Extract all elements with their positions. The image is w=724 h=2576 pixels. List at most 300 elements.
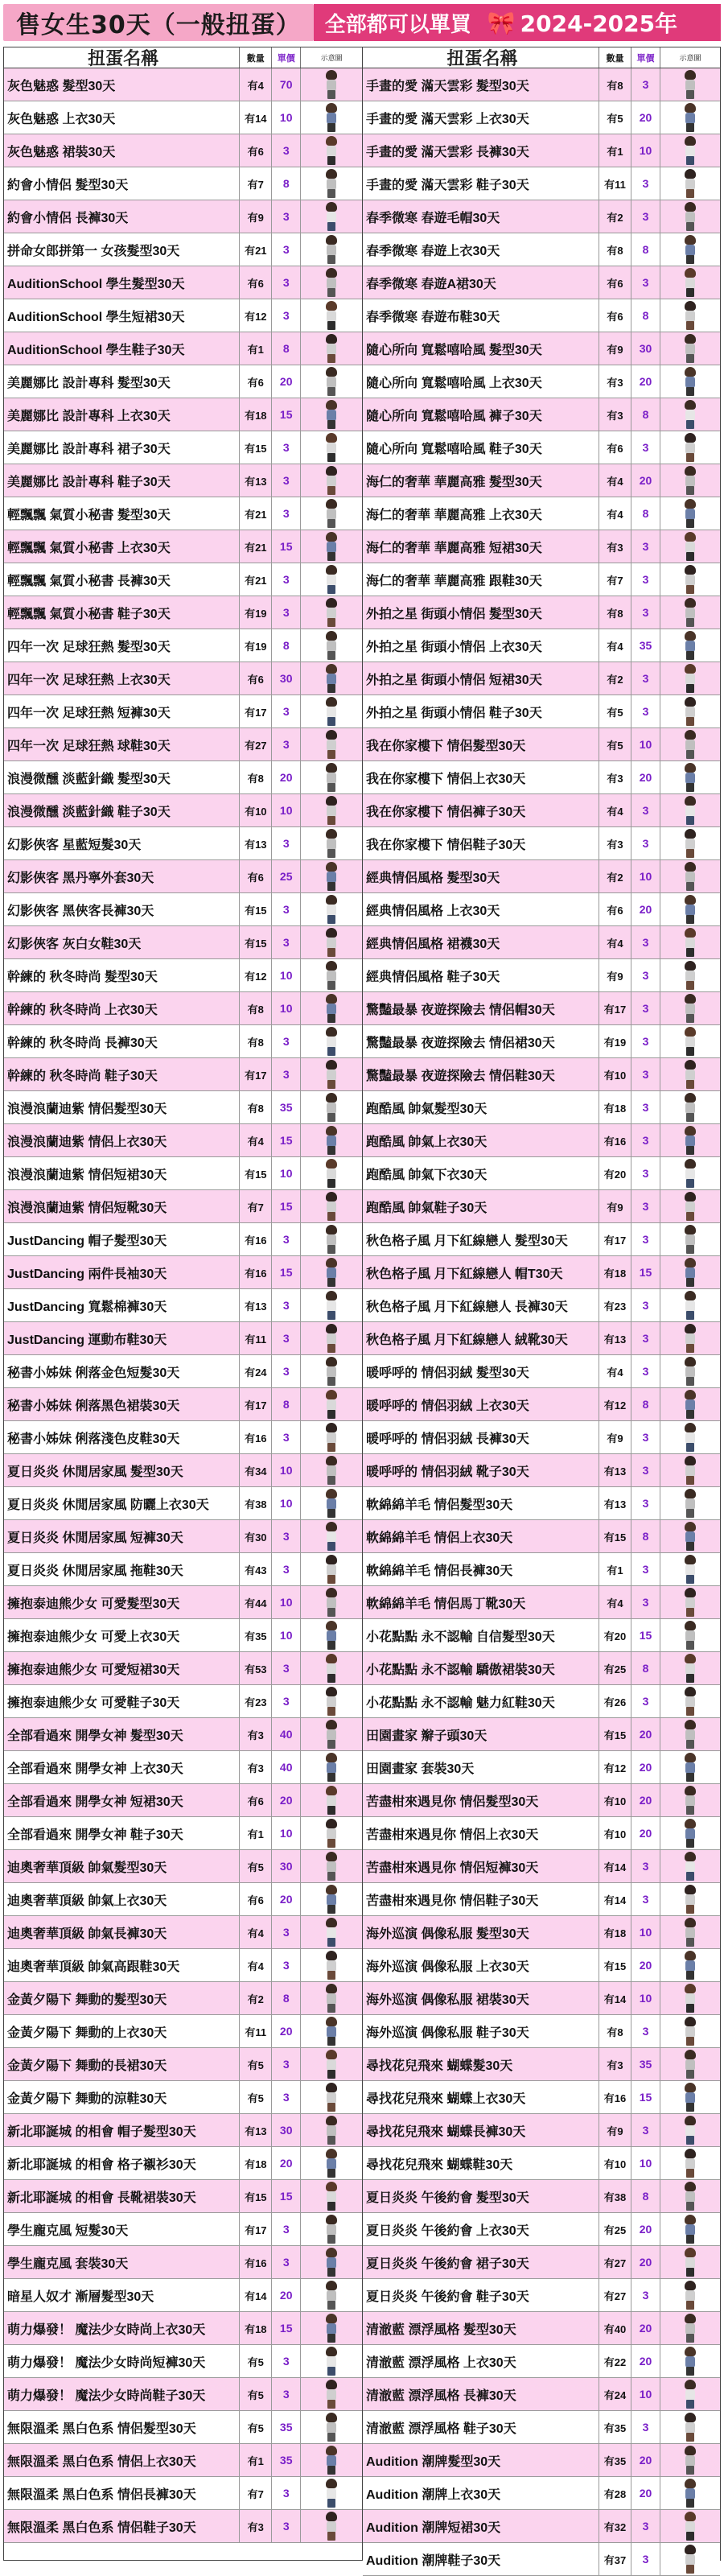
item-qty: 有1 xyxy=(240,2444,272,2476)
table-row xyxy=(4,1883,362,1916)
item-name: 跑酷風 帥氣上衣30天 xyxy=(363,1124,599,1156)
avatar-figure-icon xyxy=(682,2017,698,2046)
table-row xyxy=(363,1355,720,1388)
table-row xyxy=(4,1949,362,1982)
table-row xyxy=(363,266,720,299)
table-row xyxy=(363,992,720,1025)
item-price: 3 xyxy=(631,2510,660,2542)
avatar-figure-icon xyxy=(323,1852,339,1882)
item-name: 金黃夕陽下 舞動的上衣30天 xyxy=(4,2015,240,2047)
item-price: 3 xyxy=(631,431,660,464)
item-preview xyxy=(660,2213,720,2245)
item-price: 3 xyxy=(631,695,660,727)
item-name: 美麗娜比 設計專科 鞋子30天 xyxy=(4,464,240,497)
item-name: 拼命女郎拼第一 女孩髮型30天 xyxy=(4,233,240,266)
item-qty: 有27 xyxy=(240,728,272,760)
item-name: 我在你家樓下 情侶上衣30天 xyxy=(363,761,599,793)
item-name: 田園畫家 辮子頭30天 xyxy=(363,1718,599,1750)
avatar-figure-icon xyxy=(323,136,339,166)
table-row xyxy=(363,101,720,134)
table-row xyxy=(4,1190,362,1223)
item-name: 跑酷風 帥氣下衣30天 xyxy=(363,1157,599,1189)
avatar-figure-icon xyxy=(682,2182,698,2211)
item-qty: 有12 xyxy=(240,299,272,332)
avatar-figure-icon xyxy=(682,1225,698,1255)
item-name: 迪奧奢華頂級 帥氣髮型30天 xyxy=(4,1850,240,1882)
table-row xyxy=(363,1685,720,1718)
item-qty: 有15 xyxy=(599,1520,631,1552)
item-preview xyxy=(660,1553,720,1585)
item-name: 海仁的奢華 華麗高雅 跟鞋30天 xyxy=(363,563,599,596)
avatar-figure-icon xyxy=(682,862,698,892)
table-row xyxy=(363,2213,720,2246)
item-name: 無限溫柔 黑白色系 情侶長褲30天 xyxy=(4,2477,240,2509)
item-preview xyxy=(660,2048,720,2080)
table-row xyxy=(363,1652,720,1685)
item-price: 8 xyxy=(631,398,660,431)
item-preview xyxy=(301,68,362,101)
item-qty: 有14 xyxy=(599,1982,631,2014)
item-qty: 有3 xyxy=(599,827,631,859)
item-qty: 有25 xyxy=(599,1652,631,1684)
item-preview xyxy=(660,2147,720,2179)
avatar-figure-icon xyxy=(323,1720,339,1750)
table-row xyxy=(363,1322,720,1355)
table-row xyxy=(363,1751,720,1784)
item-price: 10 xyxy=(272,1586,301,1618)
table-row xyxy=(363,2048,720,2081)
table-row xyxy=(4,1025,362,1058)
avatar-figure-icon xyxy=(323,1060,339,1090)
table-row xyxy=(363,2312,720,2345)
item-qty: 有16 xyxy=(240,1421,272,1453)
avatar-figure-icon xyxy=(323,2281,339,2310)
item-name: 隨心所向 寬鬆嘻哈風 上衣30天 xyxy=(363,365,599,398)
item-price: 3 xyxy=(272,596,301,629)
avatar-figure-icon xyxy=(682,697,698,727)
table-row xyxy=(4,365,362,398)
item-price: 3 xyxy=(631,68,660,101)
item-qty: 有8 xyxy=(599,2015,631,2047)
item-qty: 有7 xyxy=(240,2477,272,2509)
item-qty: 有19 xyxy=(240,629,272,662)
item-price: 15 xyxy=(631,1619,660,1651)
item-preview xyxy=(660,893,720,925)
avatar-figure-icon xyxy=(323,961,339,991)
avatar-figure-icon xyxy=(323,1027,339,1057)
table-row xyxy=(363,2444,720,2477)
avatar-figure-icon xyxy=(323,1126,339,1156)
item-qty: 有6 xyxy=(240,365,272,398)
table-row xyxy=(4,233,362,266)
item-price: 20 xyxy=(631,2345,660,2377)
item-name: 秋色格子風 月下紅線戀人 絨靴30天 xyxy=(363,1322,599,1354)
item-price: 20 xyxy=(631,1949,660,1981)
item-qty: 有2 xyxy=(599,200,631,233)
item-name: 隨心所向 寬鬆嘻哈風 鞋子30天 xyxy=(363,431,599,464)
item-qty: 有14 xyxy=(599,1883,631,1915)
item-preview xyxy=(660,1652,720,1684)
item-qty: 有8 xyxy=(240,1091,272,1123)
item-name: 秋色格子風 月下紅線戀人 髮型30天 xyxy=(363,1223,599,1255)
item-qty: 有35 xyxy=(240,1619,272,1651)
item-qty: 有38 xyxy=(599,2180,631,2212)
item-name: 輕飄飄 氣質小秘書 長褲30天 xyxy=(4,563,240,596)
item-name: 暖呼呼的 情侶羽絨 長褲30天 xyxy=(363,1421,599,1453)
table-row xyxy=(363,1487,720,1520)
table-row xyxy=(363,728,720,761)
item-price: 3 xyxy=(631,794,660,826)
item-preview xyxy=(301,1487,362,1519)
item-preview xyxy=(660,1685,720,1717)
item-preview xyxy=(301,1850,362,1882)
item-qty: 有21 xyxy=(240,563,272,596)
item-name: 暖呼呼的 情侶羽絨 上衣30天 xyxy=(363,1388,599,1420)
item-preview xyxy=(301,398,362,431)
item-name: 軟綿綿羊毛 情侶馬丁靴30天 xyxy=(363,1586,599,1618)
item-price: 15 xyxy=(272,1190,301,1222)
item-name: 幻影俠客 黑俠客長褲30天 xyxy=(4,893,240,925)
table-row xyxy=(4,1454,362,1487)
column-header-name: 扭蛋名稱 xyxy=(4,47,240,68)
item-name: Audition 潮牌上衣30天 xyxy=(363,2477,599,2509)
table-row xyxy=(4,2114,362,2147)
item-name: 金黃夕陽下 舞動的涼鞋30天 xyxy=(4,2081,240,2113)
item-name: 尋找花兒飛來 蝴蝶髮30天 xyxy=(363,2048,599,2080)
item-price: 15 xyxy=(272,1124,301,1156)
item-name: 全部看過來 開學女神 短裙30天 xyxy=(4,1784,240,1816)
item-name: 我在你家樓下 情侶鞋子30天 xyxy=(363,827,599,859)
item-price: 3 xyxy=(631,1322,660,1354)
item-qty: 有27 xyxy=(599,2279,631,2311)
item-name: 無限溫柔 黑白色系 情侶上衣30天 xyxy=(4,2444,240,2476)
item-price: 20 xyxy=(631,101,660,134)
item-preview xyxy=(660,761,720,793)
item-qty: 有17 xyxy=(240,1058,272,1090)
avatar-figure-icon xyxy=(323,1390,339,1420)
table-row xyxy=(4,2510,362,2543)
table-row xyxy=(4,2081,362,2114)
item-price: 3 xyxy=(631,1421,660,1453)
item-name: 幻影俠客 灰白女鞋30天 xyxy=(4,926,240,958)
item-name: 四年一次 足球狂熱 球鞋30天 xyxy=(4,728,240,760)
table-row xyxy=(4,1487,362,1520)
item-name: 秋色格子風 月下紅線戀人 帽T30天 xyxy=(363,1256,599,1288)
item-name: 苦盡柑來遇見你 情侶短褲30天 xyxy=(363,1850,599,1882)
item-preview xyxy=(660,2114,720,2146)
item-qty: 有12 xyxy=(599,1751,631,1783)
table-row xyxy=(363,530,720,563)
item-preview xyxy=(660,1421,720,1453)
item-name: 軟綿綿羊毛 情侶髮型30天 xyxy=(363,1487,599,1519)
table-row xyxy=(363,563,720,596)
item-name: 秋色格子風 月下紅線戀人 長褲30天 xyxy=(363,1289,599,1321)
item-qty: 有16 xyxy=(599,1124,631,1156)
item-price: 40 xyxy=(272,1751,301,1783)
item-price: 3 xyxy=(272,2213,301,2245)
item-preview xyxy=(301,629,362,662)
item-preview xyxy=(301,2015,362,2047)
item-name: 手畫的愛 滿天雲彩 鞋子30天 xyxy=(363,167,599,200)
table-row xyxy=(363,497,720,530)
avatar-figure-icon xyxy=(682,1885,698,1914)
avatar-figure-icon xyxy=(323,1984,339,2013)
item-preview xyxy=(660,2279,720,2311)
banner-subtitle-box xyxy=(314,4,483,41)
item-name: 小花點點 永不認輸 自信髮型30天 xyxy=(363,1619,599,1651)
avatar-figure-icon xyxy=(323,2512,339,2541)
item-price: 20 xyxy=(272,2015,301,2047)
avatar-figure-icon xyxy=(323,2347,339,2376)
table-row xyxy=(363,2543,720,2576)
item-name: 清澈藍 漂浮風格 上衣30天 xyxy=(363,2345,599,2377)
avatar-figure-icon xyxy=(682,400,698,430)
avatar-figure-icon xyxy=(323,1885,339,1914)
table-row xyxy=(363,1223,720,1256)
item-price: 3 xyxy=(272,1058,301,1090)
item-preview xyxy=(660,365,720,398)
item-preview xyxy=(660,827,720,859)
item-qty: 有18 xyxy=(240,2147,272,2179)
item-name: 春季微寒 春遊上衣30天 xyxy=(363,233,599,266)
table-row xyxy=(363,662,720,695)
item-price: 3 xyxy=(272,1553,301,1585)
item-qty: 有3 xyxy=(599,365,631,398)
item-preview xyxy=(660,1850,720,1882)
table-row xyxy=(4,1718,362,1751)
table-row xyxy=(4,2048,362,2081)
item-name: 新北耶誕城 的相會 長靴裙裝30天 xyxy=(4,2180,240,2212)
item-name: AuditionSchool 學生短裙30天 xyxy=(4,299,240,332)
item-price: 3 xyxy=(631,1223,660,1255)
item-preview xyxy=(301,2378,362,2410)
item-price: 8 xyxy=(631,1652,660,1684)
item-preview xyxy=(301,2477,362,2509)
table-row xyxy=(363,1454,720,1487)
item-name: 尋找花兒飛來 蝴蝶鞋30天 xyxy=(363,2147,599,2179)
item-preview xyxy=(660,1916,720,1948)
table-row xyxy=(4,860,362,893)
avatar-figure-icon xyxy=(682,2215,698,2244)
item-name: 清澈藍 漂浮風格 長褲30天 xyxy=(363,2378,599,2410)
item-preview xyxy=(301,1223,362,1255)
item-name: 萌力爆發！ 魔法少女時尚上衣30天 xyxy=(4,2312,240,2344)
item-preview xyxy=(301,1025,362,1057)
item-qty: 有24 xyxy=(599,2378,631,2410)
price-table xyxy=(3,47,721,2568)
avatar-figure-icon xyxy=(682,1819,698,1849)
table-row xyxy=(4,2147,362,2180)
avatar-figure-icon xyxy=(682,829,698,859)
item-name: 秘書小姊妹 俐落金色短髮30天 xyxy=(4,1355,240,1387)
item-name: 幹練的 秋冬時尚 髮型30天 xyxy=(4,959,240,991)
avatar-figure-icon xyxy=(682,1555,698,1585)
item-price: 20 xyxy=(272,365,301,398)
item-price: 15 xyxy=(272,2312,301,2344)
item-price: 3 xyxy=(272,200,301,233)
table-row xyxy=(4,2246,362,2279)
avatar-figure-icon xyxy=(682,1588,698,1618)
avatar-figure-icon xyxy=(323,1522,339,1552)
item-qty: 有8 xyxy=(240,992,272,1024)
item-qty: 有23 xyxy=(599,1289,631,1321)
table-row xyxy=(363,464,720,497)
column-header-price: 單價 xyxy=(631,47,660,68)
item-qty: 有17 xyxy=(599,992,631,1024)
item-qty: 有3 xyxy=(599,761,631,793)
item-price: 20 xyxy=(631,2444,660,2476)
table-row xyxy=(363,365,720,398)
table-row xyxy=(4,464,362,497)
item-preview xyxy=(660,2246,720,2278)
table-row xyxy=(4,1355,362,1388)
table-row xyxy=(4,134,362,167)
item-name: 輕飄飄 氣質小秘書 鞋子30天 xyxy=(4,596,240,629)
avatar-figure-icon xyxy=(323,169,339,199)
avatar-figure-icon xyxy=(682,664,698,694)
item-preview xyxy=(301,596,362,629)
item-preview xyxy=(660,959,720,991)
table-row xyxy=(363,1289,720,1322)
item-price: 10 xyxy=(272,1619,301,1651)
item-name: 無限溫柔 黑白色系 情侶髮型30天 xyxy=(4,2411,240,2443)
item-qty: 有12 xyxy=(599,1388,631,1420)
avatar-figure-icon xyxy=(682,2413,698,2442)
item-name: JustDancing 寬鬆棉褲30天 xyxy=(4,1289,240,1321)
avatar-figure-icon xyxy=(323,2182,339,2211)
item-price: 10 xyxy=(631,134,660,167)
item-qty: 有5 xyxy=(240,2345,272,2377)
item-name: 輕飄飄 氣質小秘書 上衣30天 xyxy=(4,530,240,563)
table-row xyxy=(363,2477,720,2510)
avatar-figure-icon xyxy=(323,1489,339,1519)
table-row xyxy=(4,200,362,233)
table-row xyxy=(4,992,362,1025)
item-preview xyxy=(660,2015,720,2047)
item-qty: 有15 xyxy=(240,1157,272,1189)
item-preview xyxy=(660,1124,720,1156)
item-qty: 有8 xyxy=(599,596,631,629)
table-row xyxy=(4,629,362,662)
table-row xyxy=(4,695,362,728)
item-price: 3 xyxy=(631,1454,660,1486)
item-name: 暗星人奴才 漸層髮型30天 xyxy=(4,2279,240,2311)
item-price: 3 xyxy=(272,1223,301,1255)
item-qty: 有9 xyxy=(599,332,631,365)
avatar-figure-icon xyxy=(682,2347,698,2376)
item-name: 尋找花兒飛來 蝴蝶長褲30天 xyxy=(363,2114,599,2146)
item-qty: 有23 xyxy=(240,1685,272,1717)
item-preview xyxy=(301,992,362,1024)
item-preview xyxy=(660,233,720,266)
item-price: 20 xyxy=(631,2213,660,2245)
avatar-figure-icon xyxy=(682,1786,698,1816)
item-price: 30 xyxy=(272,662,301,694)
item-name: 浪漫微醺 淡藍針織 鞋子30天 xyxy=(4,794,240,826)
item-price: 3 xyxy=(272,1322,301,1354)
item-name: 夏日炎炎 午後約會 裙子30天 xyxy=(363,2246,599,2278)
item-qty: 有35 xyxy=(599,2411,631,2443)
item-preview xyxy=(301,563,362,596)
avatar-figure-icon xyxy=(682,2083,698,2112)
item-name: AuditionSchool 學生鞋子30天 xyxy=(4,332,240,365)
item-price: 25 xyxy=(272,860,301,892)
avatar-figure-icon xyxy=(682,301,698,331)
item-qty: 有3 xyxy=(599,398,631,431)
item-preview xyxy=(660,299,720,332)
item-qty: 有8 xyxy=(240,761,272,793)
item-qty: 有32 xyxy=(599,2510,631,2542)
item-name: 我在你家樓下 情侶髮型30天 xyxy=(363,728,599,760)
item-name: 春季微寒 春遊A裙30天 xyxy=(363,266,599,299)
table-row xyxy=(363,1718,720,1751)
item-preview xyxy=(660,497,720,530)
item-preview xyxy=(660,134,720,167)
column-header-image: 示意圖 xyxy=(679,54,701,62)
avatar-figure-icon xyxy=(323,1159,339,1189)
table-row xyxy=(363,2411,720,2444)
table-row xyxy=(4,1784,362,1817)
item-price: 3 xyxy=(272,2246,301,2278)
avatar-figure-icon xyxy=(682,1027,698,1057)
item-qty: 有4 xyxy=(599,1586,631,1618)
item-name: AuditionSchool 學生髮型30天 xyxy=(4,266,240,299)
table-row xyxy=(4,1223,362,1256)
item-qty: 有2 xyxy=(240,1982,272,2014)
avatar-figure-icon xyxy=(323,367,339,397)
item-qty: 有4 xyxy=(599,464,631,497)
table-row xyxy=(4,299,362,332)
item-name: 約會小情侶 長褲30天 xyxy=(4,200,240,233)
item-price: 20 xyxy=(631,761,660,793)
item-qty: 有15 xyxy=(599,1949,631,1981)
table-row xyxy=(4,2015,362,2048)
item-qty: 有4 xyxy=(599,1355,631,1387)
avatar-figure-icon xyxy=(682,1621,698,1651)
item-preview xyxy=(660,1157,720,1189)
item-qty: 有16 xyxy=(240,1256,272,1288)
item-name: 我在你家樓下 情侶褲子30天 xyxy=(363,794,599,826)
item-price: 15 xyxy=(272,398,301,431)
item-qty: 有15 xyxy=(240,926,272,958)
item-price: 3 xyxy=(272,233,301,266)
item-price: 3 xyxy=(631,1553,660,1585)
item-name: 海仁的奢華 華麗高雅 短裙30天 xyxy=(363,530,599,563)
avatar-figure-icon xyxy=(323,2248,339,2277)
avatar-figure-icon xyxy=(682,1456,698,1486)
item-preview xyxy=(660,1322,720,1354)
item-price: 35 xyxy=(272,1091,301,1123)
item-preview xyxy=(301,134,362,167)
item-qty: 有6 xyxy=(240,134,272,167)
item-qty: 有3 xyxy=(240,2510,272,2542)
item-price: 3 xyxy=(272,2345,301,2377)
item-qty: 有5 xyxy=(240,2081,272,2113)
item-qty: 有5 xyxy=(599,101,631,134)
item-name: 苦盡柑來遇見你 情侶鞋子30天 xyxy=(363,1883,599,1915)
avatar-figure-icon xyxy=(323,829,339,859)
item-preview xyxy=(660,1619,720,1651)
table-row xyxy=(363,2345,720,2378)
item-price: 3 xyxy=(631,563,660,596)
item-preview xyxy=(301,464,362,497)
item-price: 15 xyxy=(631,1256,660,1288)
item-preview xyxy=(301,167,362,200)
avatar-figure-icon xyxy=(682,1390,698,1420)
item-qty: 有3 xyxy=(240,1751,272,1783)
table-row xyxy=(4,1685,362,1718)
avatar-figure-icon xyxy=(682,2116,698,2145)
